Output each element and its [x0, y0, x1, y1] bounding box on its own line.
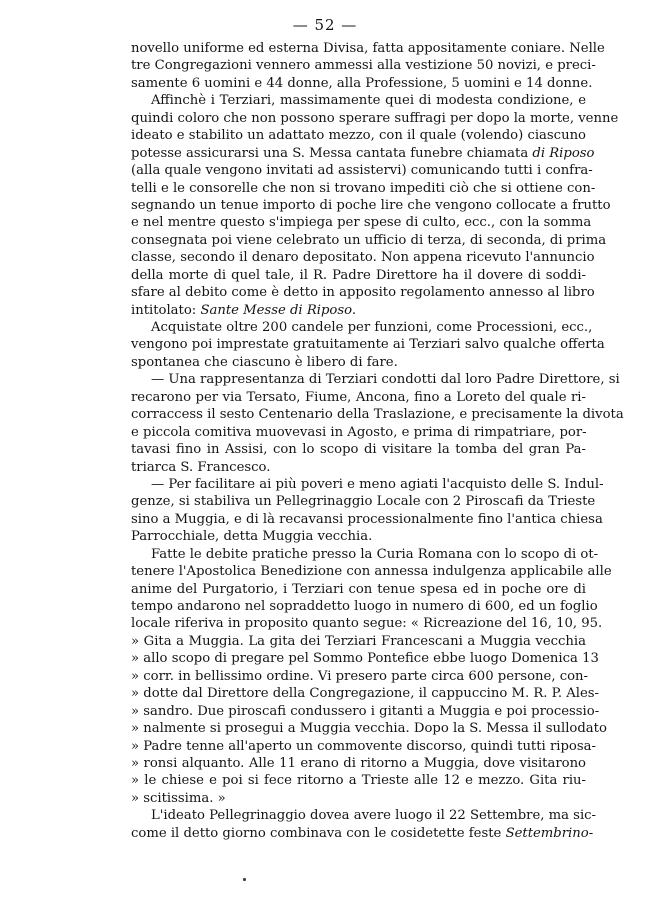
- quoted-line: » sandro. Due piroscafi condussero i gitanti a Muggia e poi processio-: [131, 703, 600, 719]
- paragraph-start-line: — Una rappresentanza di Terziari condotti dal loro Padre Direttore, si: [151, 372, 620, 388]
- text-line: e piccola comitiva muovevasi in Agosto, e prima di rimpatriare, por-: [131, 424, 587, 440]
- paragraph-start-line: Acquistate oltre 200 candele per funzioni, come Processioni, ecc.,: [151, 320, 593, 335]
- quoted-line: » Padre tenne all'aperto un commovente discorso, quindi tutti riposa-: [131, 738, 596, 754]
- quoted-line: » allo scopo di pregare pel Sommo Pontefice ebbe luogo Domenica 13: [131, 651, 599, 667]
- line-text: potesse assicurarsi una S. Messa cantata funebre chiamata: [131, 145, 529, 161]
- text-line: quindi coloro che non possono sperare suffragi per dopo la morte, venne: [131, 110, 619, 126]
- text-line: tempo andarono nel sopraddetto luogo in numero di 600, ed un foglio: [131, 599, 598, 614]
- text-line: classe, secondo il denaro depositato. Non appena ricevuto l'annuncio: [131, 250, 595, 266]
- text-line: telli e le consorelle che non si trovano impediti ciò che si ottiene con-: [131, 180, 596, 196]
- text-line: corraccess il sesto Centenario della Traslazione, e precisamente la divota: [131, 407, 624, 423]
- text-line: spontanea che ciascuno è libero di fare.: [131, 354, 398, 370]
- text-line: [131, 825, 594, 842]
- paragraph-start-line: L'ideato Pellegrinaggio dovea avere luogo il 22 Settembre, ma sic-: [151, 808, 597, 824]
- text-line: sino a Muggia, e di là recavansi processionalmente fino l'antica chiesa: [131, 511, 603, 527]
- quoted-line: » nalmente si prosegui a Muggia vecchia. Dopo la S. Messa il sullodato: [131, 721, 607, 737]
- text-line: triarca S. Francesco.: [131, 459, 271, 475]
- text-line: [131, 145, 595, 162]
- text-line: e nel mentre questo s'impiega per spese di culto, ecc., con la somma: [131, 215, 592, 231]
- text-line: sfare al debito come è detto in apposito regolamento annesso al libro: [131, 285, 595, 301]
- italic-book-title: Sante Messe di Riposo.: [200, 302, 357, 318]
- body-text: [131, 40, 624, 842]
- text-line: genze, si stabiliva un Pellegrinaggio Locale con 2 Piroscafi da Trieste: [131, 494, 596, 510]
- text-line: ideato e stabilito un adattato mezzo, con il quale (volendo) ciascuno: [131, 128, 586, 144]
- text-line: samente 6 uomini e 44 donne, alla Professione, 5 uomini e 14 donne.: [131, 75, 593, 91]
- page-number: — 52 —: [292, 16, 358, 34]
- text-line: consegnata poi viene celebrato un ufficio di terza, di seconda, di prima: [131, 232, 607, 248]
- text-line: [131, 302, 586, 319]
- text-line: Parrocchiale, detta Muggia vecchia.: [131, 529, 373, 545]
- text-line: della morte di quel tale, il R. Padre Direttore ha il dovere di soddi-: [131, 267, 586, 283]
- paragraph-start-line: Fatte le debite pratiche presso la Curia Romana con lo scopo di ot-: [151, 546, 599, 562]
- ink-speck: [243, 878, 246, 881]
- italic-word-settembrino: Settembrino-: [505, 825, 594, 841]
- text-line: locale riferiva in proposito quanto segue: « Ricreazione del 16, 10, 95.: [131, 616, 603, 632]
- quoted-line: » Gita a Muggia. La gita dei Terziari Francescani a Muggia vecchia: [131, 633, 586, 649]
- paragraph-start-line: — Per facilitare ai più poveri e meno agiati l'acquisto delle S. Indul-: [151, 476, 604, 492]
- text-line: tavasi fino in Assisi, con lo scopo di visitare la tomba del gran Pa-: [131, 442, 586, 458]
- quoted-line: » corr. in bellissimo ordine. Vi presero parte circa 600 persone, con-: [131, 668, 588, 684]
- paragraph-start-line: Affinchè i Terziari, massimamente quei di modesta condizione, e: [151, 93, 586, 109]
- quoted-line: » ronsi alquanto. Alle 11 erano di ritorno a Muggia, dove visitarono: [131, 755, 586, 771]
- quoted-line: » scitissima. »: [131, 790, 226, 806]
- text-line: recarono per via Tersato, Fiume, Ancona, fino a Loreto del quale ri-: [131, 389, 586, 405]
- quoted-line: » le chiese e poi si fece ritorno a Trieste alle 12 e mezzo. Gita riu-: [131, 773, 586, 789]
- text-line: tre Congregazioni vennero ammessi alla vestizione 50 novizi, e preci-: [131, 58, 596, 74]
- line-text: come il detto giorno combinava con le cosidetette feste: [131, 825, 502, 841]
- text-line: tenere l'Apostolica Benedizione con annessa indulgenza applicabile alle: [131, 564, 612, 580]
- text-line: vengono poi imprestate gratuitamente ai Terziari salvo qualche offerta: [131, 337, 605, 353]
- text-line: (alla quale vengono invitati ad assistervi) comunicando tutti i confra-: [131, 163, 593, 179]
- text-line: novello uniforme ed esterna Divisa, fatta appositamente coniare. Nelle: [131, 41, 605, 56]
- text-line: anime del Purgatorio, i Terziari con tenue spesa ed in poche ore di: [131, 581, 586, 597]
- italic-phrase-riposo: di Riposo: [532, 145, 595, 161]
- text-line: segnando un tenue importo di poche lire che vengono collocate a frutto: [131, 197, 611, 213]
- line-text: intitolato:: [131, 302, 197, 318]
- quoted-line: » dotte dal Direttore della Congregazione, il cappuccino M. R. P. Ales-: [131, 686, 600, 702]
